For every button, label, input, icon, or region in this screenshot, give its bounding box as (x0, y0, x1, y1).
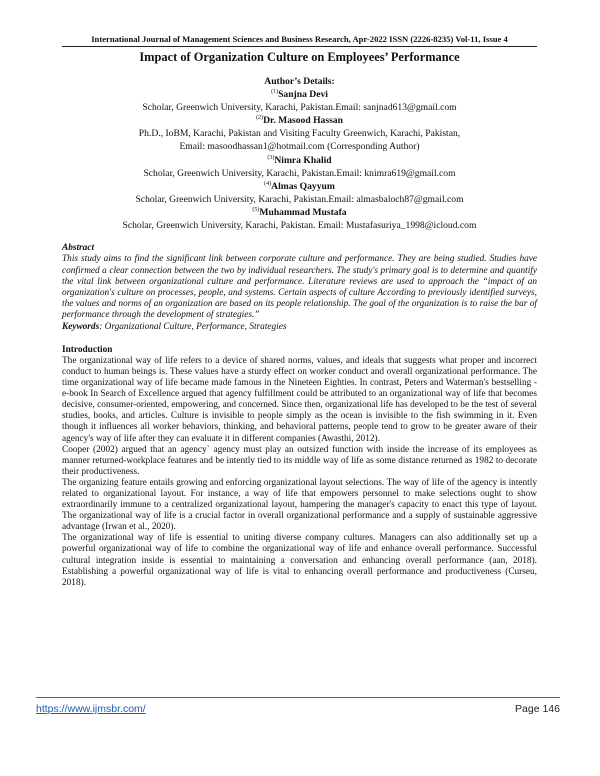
paper-page (62, 34, 537, 589)
author-sup: (1) (271, 89, 279, 96)
author-affiliation: Scholar, Greenwich University, Karachi, Pakistan.Email: sanjnad613@gmail.com (142, 102, 457, 114)
keywords-line (62, 322, 537, 333)
author-name: Sanjna Devi (278, 89, 328, 101)
page-number: Page 146 (515, 703, 560, 715)
author-affiliation: Scholar, Greenwich University, Karachi, Pakistan. Email: Mustafasuriya_1998@icloud.com (122, 220, 477, 232)
author-name: Nimra Khalid (274, 154, 332, 166)
abstract-heading: Abstract (62, 243, 95, 254)
author-5 (62, 206, 537, 232)
introduction-section (62, 345, 537, 589)
intro-paragraph: The organizational way of life refers to a device of shared norms, values, and ideals that suggests what proper and incorrect conduct to human beings is. These values have a sturdy effect on worker conduct and overall organizational performance. The time organizational way of life became made famous in the Nineteen Eighties. In contrast, Peters and Waterman's bestselling -e-book In Search of Excellence argued that agency fulfillment could be attributed to an organizational way of life that becomes decisive, consumer-oriented, empowering, and concerned. Since then, organizational life has developed to be the test of several studies, books, and articles. Culture is invisible to people simply as the ocean is invisible to the fish swimming in it. Even though it influences all worker behaviors, thinking, and behavioral patterns, people tend to grow to be greater aware of their agency's way of life after they can evaluate it in different companies (Awasthi, 2012). (62, 355, 537, 444)
intro-paragraph: The organizational way of life is essential to uniting diverse company cultures. Managers can also additionally set up a powerful organizational way of life to combine the organizational way of life and enhance overall performance. Successful cultural integration inside is essential to maintaining a conversation and enhancing overall performance (aan, 2018). Establishing a powerful organizational way of life is vital to enhancing overall performance and productiveness (Curseu, 2018). (62, 533, 537, 588)
journal-url-link[interactable]: https://www.ijmsbr.com/ (36, 703, 146, 715)
author-sup: (5) (252, 206, 260, 213)
abstract-text: This study aims to find the significant link between corporate culture and performance. They are being studied. Studies have confirmed a clear connection between the two by individual researchers. The study's primary goal is to determine and quantify the vital link between organizational culture and performance. Literature reviews are used to approach the “impact of an organization's culture on processes, people, and systems. Certain aspects of culture According to previously identified surveys, the values and norms of an organization are based on its people relationship. The goal of the organization is to raise the bar of performance through the development of strategies.” (62, 254, 537, 321)
keywords-text: : Organizational Culture, Performance, Strategies (99, 321, 287, 332)
author-3 (62, 154, 537, 180)
abstract-section (62, 243, 537, 333)
page-footer (36, 697, 560, 715)
author-name: Dr. Masood Hassan (263, 115, 343, 127)
authors-heading: Author’s Details: (264, 76, 335, 87)
authors-block (62, 75, 537, 232)
author-sup: (4) (264, 180, 272, 187)
journal-header: International Journal of Management Sciences and Business Research, Apr-2022 ISSN (2226-8235) Vol-11, Issue 4 (62, 34, 537, 47)
intro-paragraph: The organizing feature entails growing and enforcing organizational layout selections. The way of life of the agency is intently related to organizational layout. For instance, a way of life that empowers personnel to make selections ought to show extraordinarily immune to a centralized organizational layout, hampering the manager's capacity to enact this type of layout. The organizational way of life is a crucial factor in overall organizational performance and a supply of sustainable aggressive advantage (Irwan et al., 2020). (62, 477, 537, 533)
keywords-label: Keywords (62, 321, 100, 332)
author-sup: (2) (256, 115, 264, 122)
author-4 (62, 180, 537, 206)
intro-paragraph: Cooper (2002) argued that an agency` agency must play an outsized function with inside the increase of its employees as manner returned-workplace features and be intently tied to its middle way of life as some distance returned as 1982 to decorate their productiveness. (62, 444, 537, 477)
author-1 (62, 88, 537, 114)
author-name: Almas Qayyum (271, 180, 335, 192)
paper-title: Impact of Organization Culture on Employees’ Performance (139, 50, 460, 64)
author-2 (62, 114, 537, 153)
author-name: Muhammad Mustafa (259, 206, 347, 218)
author-affiliation: Ph.D., IoBM, Karachi, Pakistan and Visiting Faculty Greenwich, Karachi, Pakistan, (138, 128, 461, 140)
introduction-heading: Introduction (62, 344, 113, 355)
author-sup: (3) (267, 154, 275, 161)
author-email: Email: masoodhassan1@hotmail.com (Corresponding Author) (179, 141, 420, 153)
author-affiliation: Scholar, Greenwich University, Karachi, Pakistan.Email: knimra619@gmail.com (143, 167, 456, 179)
author-affiliation: Scholar, Greenwich University, Karachi, Pakistan.Email: almasbaloch87@gmail.com (135, 193, 464, 205)
